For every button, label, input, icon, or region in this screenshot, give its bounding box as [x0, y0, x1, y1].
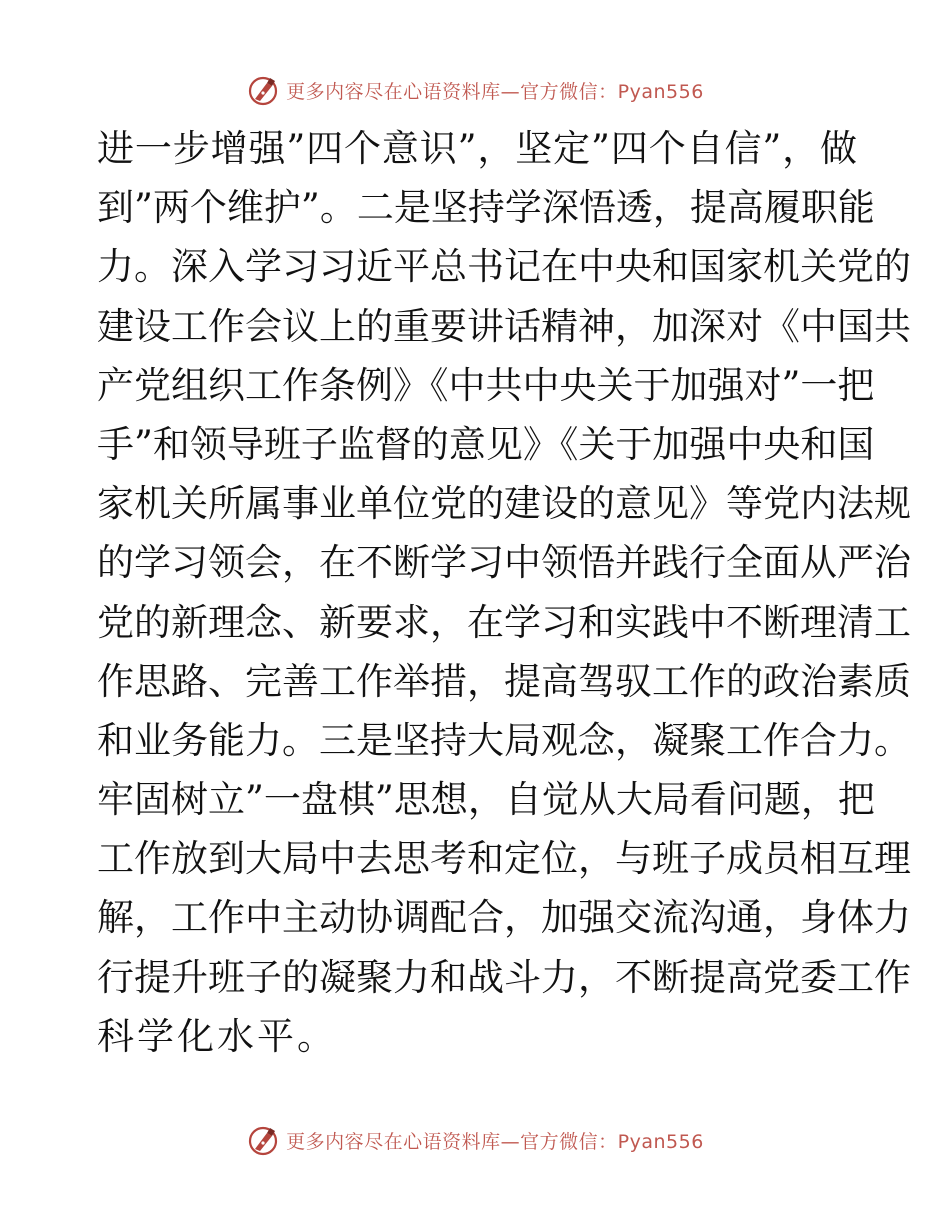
paragraph-line: 建设工作会议上的重要讲话精神，加深对《中国共	[97, 304, 911, 348]
pen-nib-circle-icon	[246, 1123, 280, 1157]
header-watermark-text: 更多内容尽在心语资料库—官方微信：Pyan556	[286, 80, 704, 103]
footer-watermark-text: 更多内容尽在心语资料库—官方微信：Pyan556	[286, 1130, 704, 1153]
pen-nib-circle-icon	[246, 73, 280, 107]
paragraph-line: 解，工作中主动协调配合，加强交流沟通，身体力	[97, 896, 911, 940]
paragraph-line: 手”和领导班子监督的意见》《关于加强中央和国	[97, 422, 875, 466]
paragraph-line: 产党组织工作条例》《中共中央关于加强对”一把	[97, 363, 875, 407]
paragraph-line: 到”两个维护”。二是坚持学深悟透，提高履职能	[97, 186, 875, 230]
document-paragraph	[97, 119, 911, 1066]
paragraph-line: 工作放到大局中去思考和定位，与班子成员相互理	[97, 837, 911, 881]
paragraph-line: 行提升班子的凝聚力和战斗力，不断提高党委工作	[97, 955, 911, 999]
paragraph-line: 力。深入学习习近平总书记在中央和国家机关党的	[97, 245, 911, 289]
paragraph-line: 党的新理念、新要求，在学习和实践中不断理清工	[97, 600, 911, 644]
paragraph-line: 家机关所属事业单位党的建设的意见》等党内法规	[97, 482, 911, 526]
paragraph-line: 和业务能力。三是坚持大局观念，凝聚工作合力。	[97, 718, 911, 762]
header-watermark	[0, 70, 950, 110]
paragraph-line: 科学化水平。	[97, 1014, 337, 1058]
paragraph-line: 牢固树立”一盘棋”思想，自觉从大局看问题，把	[97, 778, 875, 822]
paragraph-line: 进一步增强”四个意识”，坚定”四个自信”，做	[97, 127, 857, 170]
footer-watermark	[0, 1120, 950, 1160]
paragraph-line: 作思路、完善工作举措，提高驾驭工作的政治素质	[97, 659, 911, 703]
paragraph-line: 的学习领会，在不断学习中领悟并践行全面从严治	[97, 541, 911, 585]
